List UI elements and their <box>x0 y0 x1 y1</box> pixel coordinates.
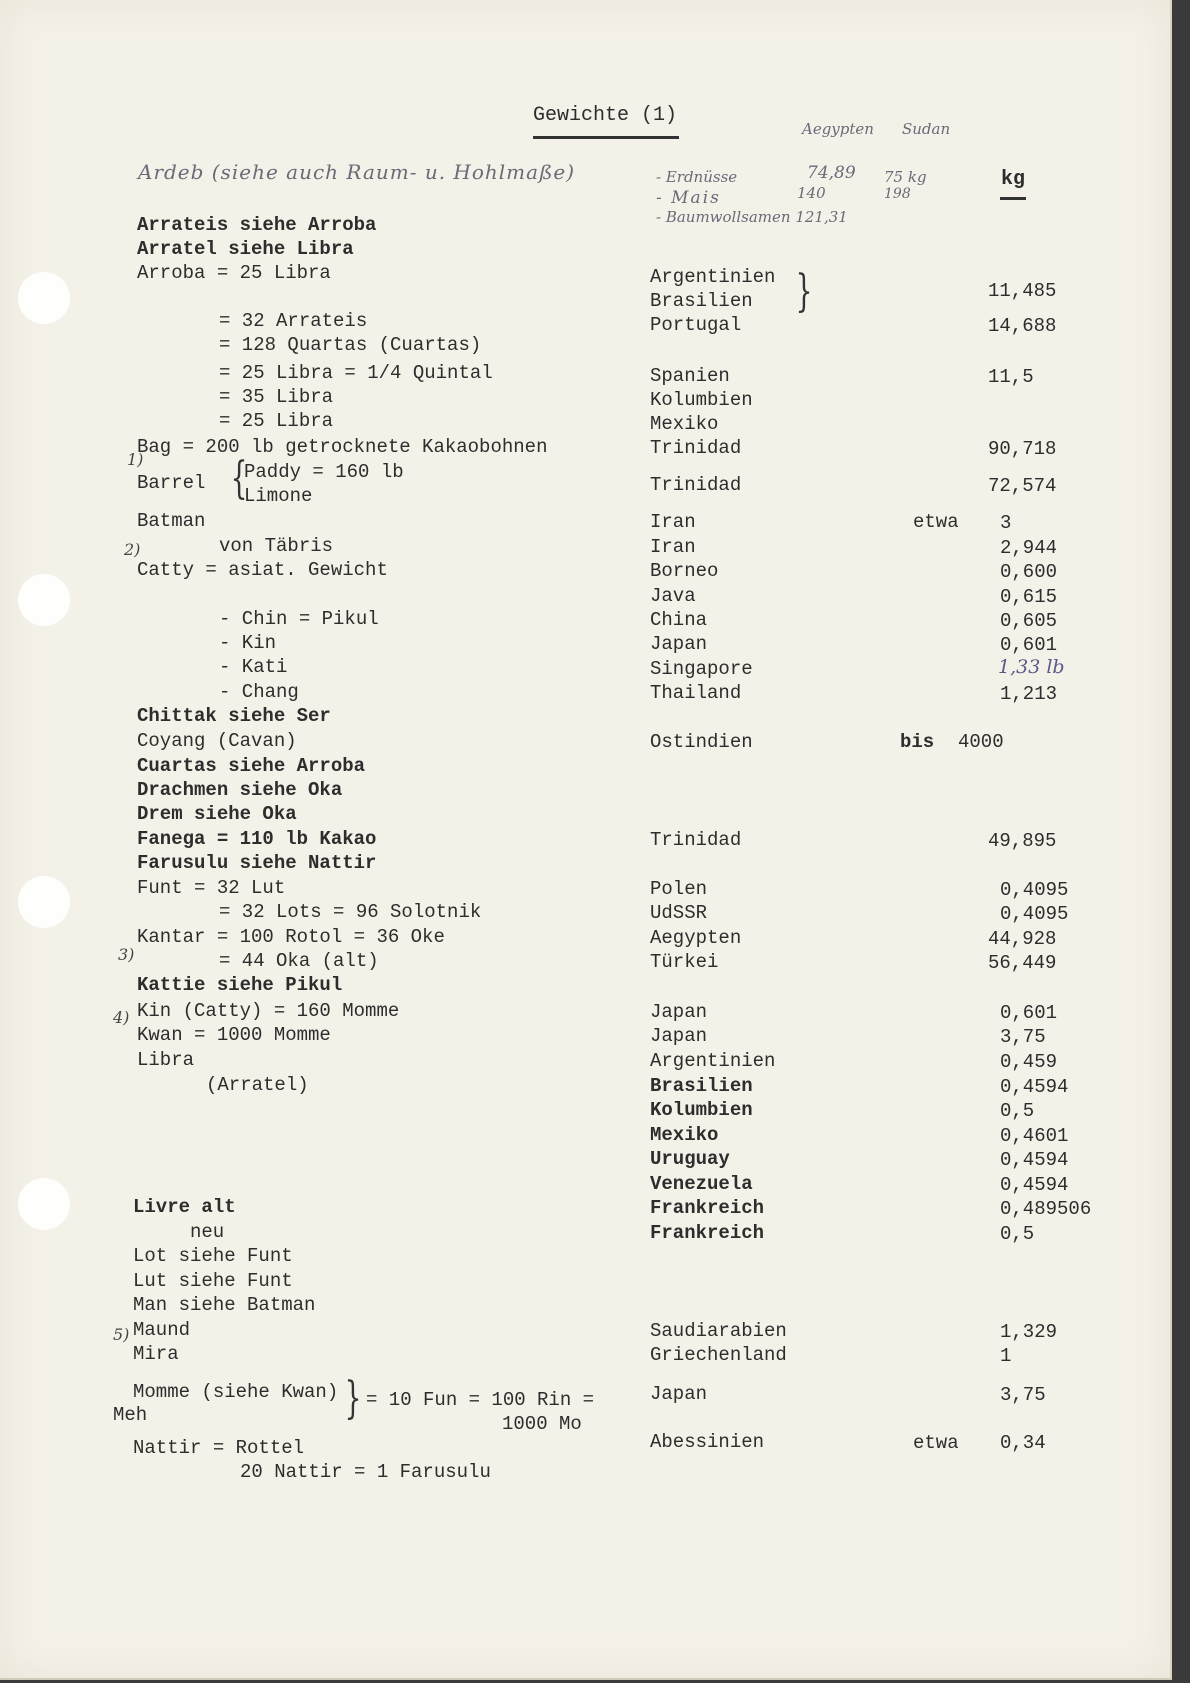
entry-left: Farusulu siehe Nattir <box>137 852 377 874</box>
entry-left: Mira <box>133 1343 179 1365</box>
entry-value: 0,605 <box>1000 610 1058 632</box>
entry-country: Aegypten <box>650 927 742 949</box>
entry-left: - Chang <box>219 681 299 703</box>
entry-left: Coyang (Cavan) <box>137 730 297 752</box>
entry-country: Kolumbien <box>650 389 753 411</box>
title-underline <box>533 136 679 139</box>
hand-singapore-value: 1,33 lb <box>998 656 1065 678</box>
punch-hole <box>18 1178 70 1230</box>
entry-value: 49,895 <box>988 830 1057 852</box>
entry-left: - Kin <box>219 632 277 654</box>
entry-country: Japan <box>650 1025 708 1047</box>
entry-country: UdSSR <box>650 902 708 924</box>
entry-value: 0,34 <box>1000 1432 1046 1454</box>
entry-country: Abessinien <box>650 1431 765 1453</box>
brace-barrel: { <box>230 453 248 504</box>
entry-left: Bag = 200 lb getrocknete Kakaobohnen <box>137 436 548 458</box>
entry-left: Arratel siehe Libra <box>137 238 354 260</box>
hand-erdnuesse-sud: 75 kg <box>884 168 927 186</box>
entry-value: 0,601 <box>1000 634 1058 656</box>
entry-country: Frankreich <box>650 1222 765 1244</box>
entry-left: 20 Nattir = 1 Farusulu <box>240 1461 491 1483</box>
entry-country: Japan <box>650 1001 708 1023</box>
entry-country: Spanien <box>650 365 730 387</box>
entry-left: = 128 Quartas (Cuartas) <box>219 334 482 356</box>
entry-country: Argentinien <box>650 1050 776 1072</box>
entry-left: = 44 Oka (alt) <box>219 950 379 972</box>
entry-country: Frankreich <box>650 1197 765 1219</box>
entry-value: 0,600 <box>1000 561 1058 583</box>
hand-header-aegypten: Aegypten <box>802 120 874 138</box>
entry-left: Catty = asiat. Gewicht <box>137 559 388 581</box>
entry-left: Batman <box>137 510 206 532</box>
entry-country: China <box>650 609 708 631</box>
entry-value: 11,5 <box>988 366 1034 388</box>
entry-country: Griechenland <box>650 1344 787 1366</box>
entry-country: Uruguay <box>650 1148 730 1170</box>
entry-value: 0,4594 <box>1000 1076 1069 1098</box>
entry-country: Japan <box>650 1383 708 1405</box>
hand-mais: - Mais <box>656 188 721 208</box>
entry-country: Portugal <box>650 314 742 336</box>
entry-country: Trinidad <box>650 474 742 496</box>
entry-country: Trinidad <box>650 829 742 851</box>
entry-left: neu <box>190 1221 225 1243</box>
footnote-marker: 3) <box>118 945 135 964</box>
entry-left: = 25 Libra = 1/4 Quintal <box>219 362 493 384</box>
entry-left: Funt = 32 Lut <box>137 877 286 899</box>
entry-left: Drem siehe Oka <box>137 803 297 825</box>
unit-header: kg <box>1001 168 1026 191</box>
entry-left: Paddy = 160 lb <box>244 461 404 483</box>
entry-left: Maund <box>133 1319 191 1341</box>
entry-value: 0,5 <box>1000 1100 1035 1122</box>
entry-left: Libra <box>137 1049 195 1071</box>
entry-left: Kwan = 1000 Momme <box>137 1024 331 1046</box>
entry-left: (Arratel) <box>206 1074 309 1096</box>
entry-approx: etwa <box>913 1432 959 1454</box>
hand-mais-sud: 198 <box>884 186 911 202</box>
page-title: Gewichte (1) <box>533 104 678 127</box>
entry-country: Saudiarabien <box>650 1320 787 1342</box>
entry-left: Livre alt <box>133 1196 236 1218</box>
entry-left: Kattie siehe Pikul <box>137 974 343 996</box>
hand-ardeb: Ardeb (siehe auch Raum- u. Hohlmaße) <box>138 160 576 184</box>
entry-left: Chittak siehe Ser <box>137 705 331 727</box>
hand-baumwolle: - Baumwollsamen 121,31 <box>656 208 848 226</box>
entry-left: Kantar = 100 Rotol = 36 Oke <box>137 926 445 948</box>
entry-left: - Chin = Pikul <box>219 608 379 630</box>
entry-country: Venezuela <box>650 1173 753 1195</box>
entry-approx: bis <box>900 731 935 753</box>
entry-value: 0,4594 <box>1000 1149 1069 1171</box>
entry-left: Arrateis siehe Arroba <box>137 214 377 236</box>
entry-left: Man siehe Batman <box>133 1294 316 1316</box>
entry-country: Borneo <box>650 560 719 582</box>
entry-country: Kolumbien <box>650 1099 753 1121</box>
entry-country: Singapore <box>650 658 753 680</box>
entry-left: Momme (siehe Kwan) <box>133 1381 339 1403</box>
entry-left: Limone <box>244 485 313 507</box>
entry-value: 0,4594 <box>1000 1174 1069 1196</box>
entry-country: Japan <box>650 633 708 655</box>
entry-left: Nattir = Rottel <box>133 1437 305 1459</box>
entry-value: 0,4095 <box>1000 903 1069 925</box>
entry-country: Java <box>650 585 696 607</box>
entry-left: Cuartas siehe Arroba <box>137 755 366 777</box>
entry-country: Argentinien <box>650 266 776 288</box>
entry-left: Lut siehe Funt <box>133 1270 293 1292</box>
entry-value: 14,688 <box>988 315 1057 337</box>
entry-value: 3 <box>1000 512 1012 534</box>
entry-value: 2,944 <box>1000 537 1058 559</box>
entry-value: 4000 <box>958 731 1004 753</box>
entry-left: Fanega = 110 lb Kakao <box>137 828 377 850</box>
punch-hole <box>18 272 70 324</box>
entry-country: Iran <box>650 536 696 558</box>
entry-value: 0,615 <box>1000 586 1058 608</box>
punch-hole <box>18 574 70 626</box>
hand-header-sudan: Sudan <box>902 120 951 138</box>
entry-left: = 10 Fun = 100 Rin = <box>366 1389 595 1411</box>
entry-value: 3,75 <box>1000 1384 1046 1406</box>
entry-value: 3,75 <box>1000 1026 1046 1048</box>
hand-erdnuesse: - Erdnüsse <box>656 168 738 186</box>
entry-left: = 35 Libra <box>219 386 334 408</box>
hand-mais-aeg: 140 <box>797 184 826 202</box>
entry-country: Iran <box>650 511 696 533</box>
entry-value: 11,485 <box>988 280 1057 302</box>
entry-left: Meh <box>113 1404 148 1426</box>
entry-value: 0,459 <box>1000 1051 1058 1073</box>
entry-value: 0,4095 <box>1000 879 1069 901</box>
entry-country: Türkei <box>650 951 719 973</box>
barrel-label: Barrel <box>137 472 206 494</box>
hand-erdnuesse-aeg: 74,89 <box>807 163 856 183</box>
entry-left: = 25 Libra <box>219 410 334 432</box>
unit-underline <box>1000 197 1026 200</box>
entry-left: - Kati <box>219 656 288 678</box>
entry-country: Polen <box>650 878 708 900</box>
entry-value: 90,718 <box>988 438 1057 460</box>
entry-country: Trinidad <box>650 437 742 459</box>
footnote-marker: 4) <box>113 1008 130 1027</box>
entry-value: 0,601 <box>1000 1002 1058 1024</box>
entry-value: 1 <box>1000 1345 1012 1367</box>
entry-left: Lot siehe Funt <box>133 1245 293 1267</box>
entry-left: Kin (Catty) = 160 Momme <box>137 1000 400 1022</box>
entry-country: Thailand <box>650 682 742 704</box>
punch-hole <box>18 876 70 928</box>
entry-approx: etwa <box>913 511 959 533</box>
brace-argentinien-brasilien: } <box>795 266 813 317</box>
footnote-marker: 1) <box>127 450 144 469</box>
entry-country: Brasilien <box>650 1075 753 1097</box>
entry-value: 0,5 <box>1000 1223 1035 1245</box>
entry-value: 0,4601 <box>1000 1125 1069 1147</box>
entry-left: Drachmen siehe Oka <box>137 779 343 801</box>
entry-country: Mexiko <box>650 413 719 435</box>
entry-value: 72,574 <box>988 475 1057 497</box>
entry-country: Ostindien <box>650 731 753 753</box>
brace-momme-meh: } <box>344 1373 362 1424</box>
entry-value: 44,928 <box>988 928 1057 950</box>
entry-value: 1,329 <box>1000 1321 1058 1343</box>
footnote-marker: 2) <box>124 540 141 559</box>
entry-country: Mexiko <box>650 1124 719 1146</box>
entry-left: Arroba = 25 Libra <box>137 262 331 284</box>
entry-left: = 32 Arrateis <box>219 310 368 332</box>
entry-value: 1,213 <box>1000 683 1058 705</box>
entry-country: Brasilien <box>650 290 753 312</box>
entry-left: 1000 Mo <box>502 1413 582 1435</box>
entry-left: = 32 Lots = 96 Solotnik <box>219 901 482 923</box>
entry-left: von Täbris <box>219 535 334 557</box>
entry-value: 56,449 <box>988 952 1057 974</box>
entry-value: 0,489506 <box>1000 1198 1092 1220</box>
footnote-marker: 5) <box>113 1325 130 1344</box>
